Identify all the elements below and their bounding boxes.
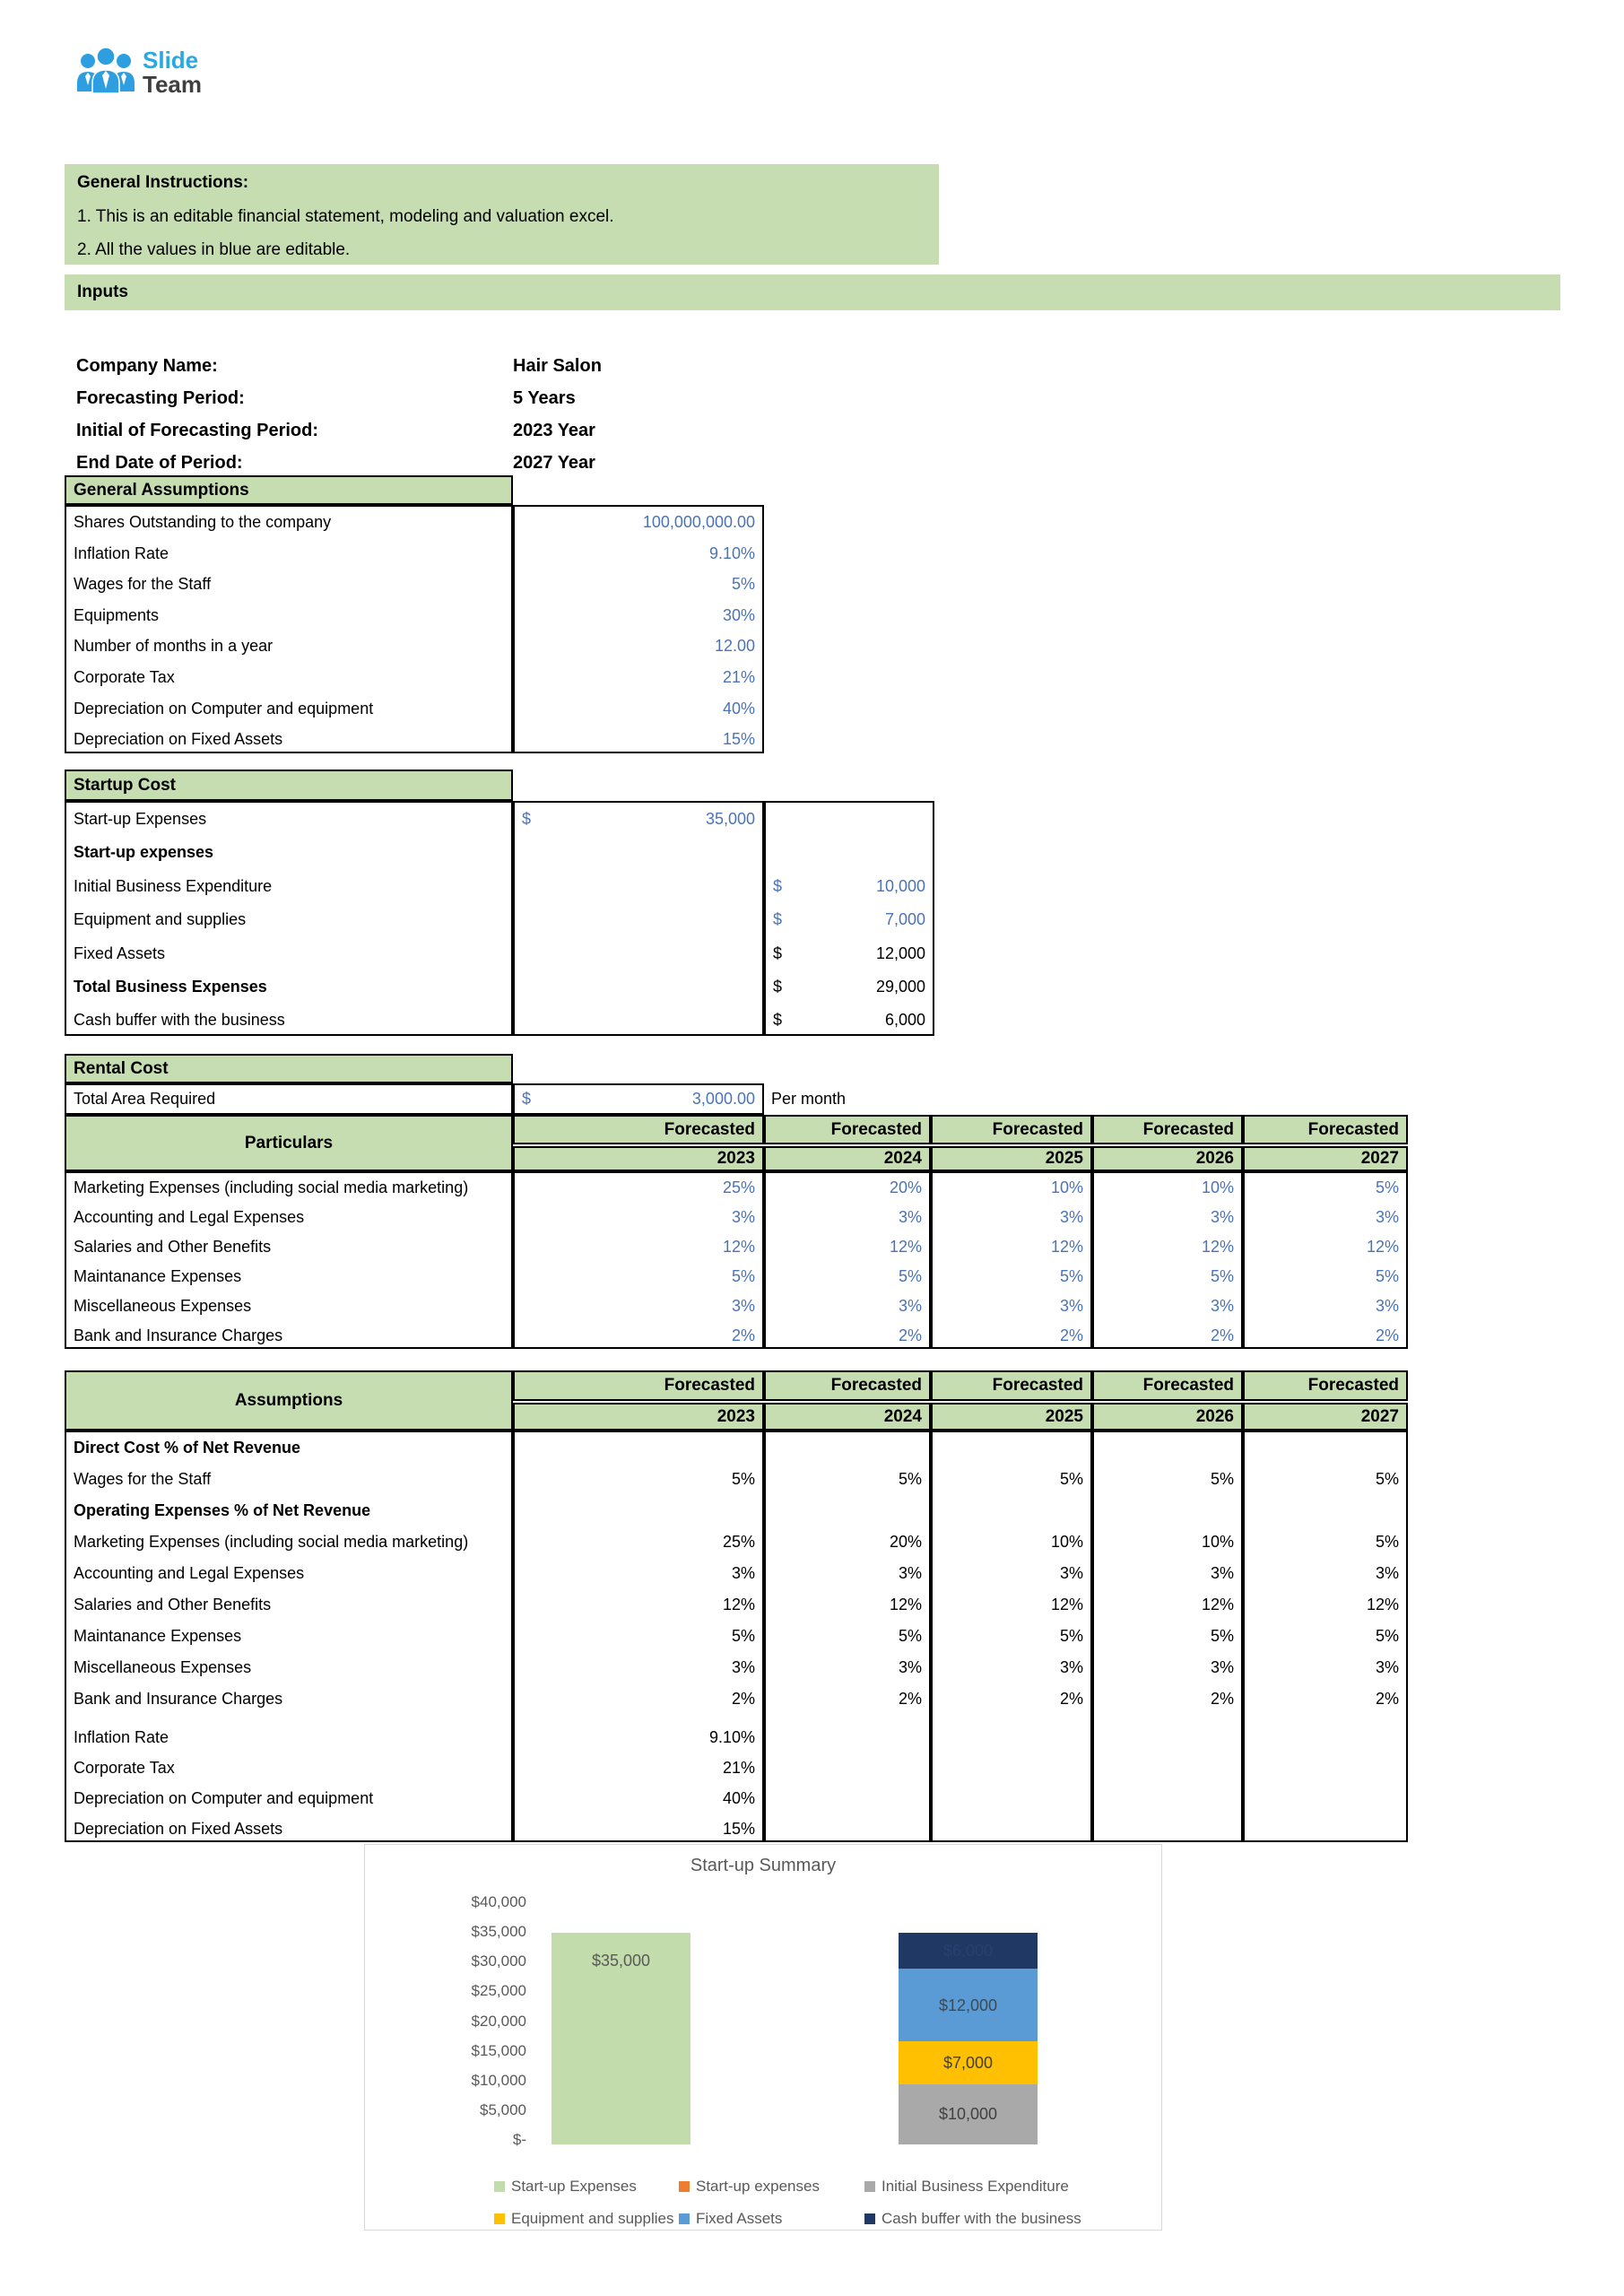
row-label: Depreciation on Computer and equipment (74, 1789, 374, 1807)
cell-value (766, 1432, 929, 1464)
cell-value: 20% (889, 1533, 922, 1551)
cell-value (1245, 1715, 1406, 1722)
opex-value-column (931, 1171, 1092, 1349)
cell-value: 3% (1059, 1658, 1083, 1676)
row-label: Bank and Insurance Charges (74, 1326, 283, 1344)
cell-value[interactable]: 5% (898, 1267, 922, 1285)
y-tick-label: $- (512, 2131, 526, 2148)
opex-table-corner: Particulars (65, 1115, 513, 1171)
cell-value[interactable] (766, 870, 933, 903)
row-label: Depreciation on Computer and equipment (74, 699, 374, 718)
rental-cost-unit-label: Per month (771, 1090, 847, 1108)
row-label: Miscellaneous Expenses (74, 1297, 252, 1315)
row-label: Fixed Assets (74, 944, 166, 962)
row-label: Marketing Expenses (including social media marketing) (74, 1533, 469, 1551)
assumptions-value-column (513, 1431, 764, 1842)
legend-swatch (494, 2181, 505, 2192)
instruction-line-1: 1. This is an editable financial statement, modeling and valuation excel. (77, 207, 614, 226)
year-header: 2025 (931, 1403, 1092, 1431)
cell-value: 3% (1375, 1658, 1399, 1676)
cell-value (933, 1813, 1090, 1844)
cell-value[interactable]: 2% (1059, 1326, 1083, 1344)
cell-value (1094, 1715, 1241, 1722)
legend-label: Initial Business Expenditure (881, 2178, 1069, 2195)
row-label: Number of months in a year (74, 637, 274, 656)
currency-symbol: $ (773, 977, 783, 996)
legend-label: Start-up expenses (696, 2178, 820, 2195)
y-tick-label: $20,000 (471, 2012, 526, 2030)
forecast-header: Forecasted (764, 1115, 931, 1144)
assumptions-value-column (1243, 1431, 1408, 1842)
cell-value (1094, 1783, 1241, 1813)
cell-value: 5% (1210, 1627, 1234, 1645)
cell-value: 12% (1201, 1596, 1234, 1613)
row-label: Miscellaneous Expenses (74, 1658, 252, 1676)
startup-cost-total-column (513, 801, 764, 1036)
row-label: Accounting and Legal Expenses (74, 1564, 305, 1582)
cell-value: 5% (731, 1470, 755, 1488)
cell-value[interactable]: 2% (731, 1326, 755, 1344)
cell-total (515, 836, 762, 869)
cell-value[interactable]: 9.10% (708, 544, 755, 562)
company-info (76, 350, 883, 479)
cell-total (515, 903, 762, 936)
cell-value: 3% (1059, 1564, 1083, 1582)
bar-data-label: $6,000 (942, 1942, 994, 1960)
cell-total (515, 970, 762, 1004)
cell-value: 12% (889, 1596, 922, 1613)
row-label: Wages for the Staff (74, 575, 212, 594)
cell-value (1245, 1783, 1406, 1813)
assumptions-value-column (931, 1431, 1092, 1842)
cell-value[interactable]: 100,000,000.00 (642, 513, 755, 531)
company-info-value[interactable]: 2027 Year (513, 452, 595, 473)
bar-data-label: $7,000 (942, 2053, 994, 2072)
logo-word-team: Team (143, 70, 202, 98)
cell-value (766, 1495, 929, 1526)
cell-value: 3% (731, 1658, 755, 1676)
cell-value: 5% (1375, 1533, 1399, 1551)
startup-cost-label-column (65, 801, 513, 1036)
company-info-value[interactable]: 2023 Year (513, 420, 595, 440)
cell-value[interactable]: 15% (722, 730, 755, 749)
row-label: Equipments (74, 605, 160, 624)
cell-value[interactable]: 12% (1366, 1238, 1399, 1256)
company-info-row (76, 447, 883, 479)
opex-value-column (1243, 1171, 1408, 1349)
cell-value: 5% (1059, 1627, 1083, 1645)
section-label: Direct Cost % of Net Revenue (74, 1439, 301, 1457)
cell-value-text: 6,000 (884, 1011, 925, 1030)
company-info-label: Forecasting Period: (76, 387, 245, 408)
cell-value: 21% (722, 1759, 755, 1777)
startup-cost-detail-column (764, 801, 934, 1036)
cell-value[interactable]: 20% (889, 1178, 922, 1196)
cell-total[interactable] (515, 803, 762, 836)
year-header: 2027 (1243, 1403, 1408, 1431)
cell-value[interactable]: 5% (1210, 1267, 1234, 1285)
cell-value[interactable]: 40% (722, 699, 755, 718)
y-tick-label: $35,000 (471, 1923, 526, 1941)
cell-value (933, 1722, 1090, 1752)
cell-value: 5% (1375, 1470, 1399, 1488)
company-info-row (76, 382, 883, 414)
cell-value: 3% (1210, 1658, 1234, 1676)
cell-total (515, 870, 762, 903)
row-label: Depreciation on Fixed Assets (74, 730, 283, 749)
row-label: Equipment and supplies (74, 910, 247, 929)
cell-value[interactable]: 2% (1210, 1326, 1234, 1344)
legend-item (864, 2210, 1081, 2228)
cell-value (766, 1715, 929, 1722)
cell-value: 2% (1210, 1690, 1234, 1708)
cell-value: 12% (1366, 1596, 1399, 1613)
cell-value[interactable]: 3% (1210, 1208, 1234, 1226)
cell-value (1094, 1813, 1241, 1844)
cell-value: 10% (1050, 1533, 1083, 1551)
cell-value (933, 1432, 1090, 1464)
cell-value: 2% (898, 1690, 922, 1708)
y-tick-label: $25,000 (471, 1982, 526, 2000)
currency-symbol: $ (773, 910, 783, 929)
cell-value (1094, 1432, 1241, 1464)
general-instructions-panel (65, 164, 939, 265)
currency-symbol: $ (773, 944, 783, 962)
forecast-header: Forecasted (513, 1115, 764, 1144)
instructions-title: General Instructions: (77, 173, 249, 192)
logo-wordmark (143, 48, 202, 97)
cell-value: 12% (722, 1596, 755, 1613)
legend-swatch (679, 2181, 690, 2192)
legend-label: Cash buffer with the business (881, 2210, 1081, 2227)
assumptions-value-column (764, 1431, 931, 1842)
cell-value[interactable]: 10% (1201, 1178, 1234, 1196)
currency-symbol: $ (522, 810, 532, 828)
row-label: Start-up expenses (74, 843, 214, 862)
cell-value: 2% (731, 1690, 755, 1708)
row-label: Inflation Rate (74, 544, 169, 562)
cell-value (1245, 1722, 1406, 1752)
year-header: 2023 (513, 1146, 764, 1171)
cell-value (766, 1783, 929, 1813)
cell-value: 3% (731, 1564, 755, 1582)
cell-value[interactable]: 2% (898, 1326, 922, 1344)
opex-label-column (65, 1171, 513, 1349)
row-label: Bank and Insurance Charges (74, 1690, 283, 1708)
cell-value: 3% (898, 1658, 922, 1676)
year-header: 2026 (1092, 1403, 1243, 1431)
cell-total (515, 1004, 762, 1037)
cell-value[interactable]: 5% (1375, 1267, 1399, 1285)
cell-value (1245, 1752, 1406, 1783)
cell-value-text[interactable]: 7,000 (884, 910, 925, 929)
rental-cost-value-cell[interactable] (513, 1083, 764, 1115)
company-info-label: Company Name: (76, 355, 218, 376)
cell-value[interactable]: 3% (1375, 1208, 1399, 1226)
cell-value[interactable]: 2% (1375, 1326, 1399, 1344)
y-tick-label: $10,000 (471, 2071, 526, 2089)
row-label: Inflation Rate (74, 1728, 169, 1746)
cell-value[interactable]: 12% (1201, 1238, 1234, 1256)
year-header: 2026 (1092, 1146, 1243, 1171)
forecast-header: Forecasted (513, 1370, 764, 1401)
row-label: Marketing Expenses (including social media marketing) (74, 1178, 469, 1196)
cell-value[interactable]: 3,000.00 (691, 1090, 755, 1108)
bar-data-label: $12,000 (938, 1996, 998, 2014)
y-tick-label: $40,000 (471, 1893, 526, 1910)
logo-word-slide: Slide (143, 46, 199, 74)
cell-value: 10% (1201, 1533, 1234, 1551)
cell-value (766, 1813, 929, 1844)
row-label: Accounting and Legal Expenses (74, 1208, 305, 1226)
year-header: 2023 (513, 1403, 764, 1431)
row-label: Corporate Tax (74, 1759, 175, 1777)
assumptions-value-column (1092, 1431, 1243, 1842)
legend-label: Start-up Expenses (511, 2178, 637, 2195)
opex-value-column (1092, 1171, 1243, 1349)
slideteam-people-icon (76, 45, 135, 100)
cell-value (766, 836, 933, 869)
row-label: Total Area Required (74, 1090, 216, 1108)
cell-value (933, 1495, 1090, 1526)
cell-value: 25% (722, 1533, 755, 1551)
cell-value: 5% (898, 1627, 922, 1645)
row-label: Wages for the Staff (74, 1470, 212, 1488)
cell-value[interactable]: 3% (731, 1297, 755, 1315)
cell-value: 15% (722, 1820, 755, 1838)
cell-value (766, 803, 933, 836)
cell-value (1094, 1722, 1241, 1752)
y-tick-label: $5,000 (480, 2100, 526, 2118)
row-label: Salaries and Other Benefits (74, 1238, 272, 1256)
legend-swatch (494, 2213, 505, 2224)
forecast-header: Forecasted (1092, 1370, 1243, 1401)
cell-value[interactable]: 12.00 (714, 637, 755, 656)
company-info-row (76, 414, 883, 447)
currency-symbol: $ (773, 876, 783, 895)
currency-symbol: $ (522, 1090, 532, 1108)
bar-data-label: $10,000 (938, 2105, 998, 2124)
cell-value (1094, 1752, 1241, 1783)
row-label: Start-up Expenses (74, 810, 207, 828)
opex-value-column (764, 1171, 931, 1349)
cell-value[interactable]: 3% (1059, 1208, 1083, 1226)
instruction-line-2: 2. All the values in blue are editable. (77, 240, 351, 259)
cell-value-text: 29,000 (875, 977, 925, 996)
cell-value (515, 1432, 762, 1464)
cell-value: 5% (731, 1627, 755, 1645)
row-label: Salaries and Other Benefits (74, 1596, 272, 1613)
chart-title: Start-up Summary (690, 1856, 837, 1875)
cell-value (1245, 1813, 1406, 1844)
forecast-header: Forecasted (1092, 1115, 1243, 1144)
cell-value (933, 1752, 1090, 1783)
company-info-label: Initial of Forecasting Period: (76, 420, 319, 440)
assumptions-label-column (65, 1431, 513, 1842)
cell-value (933, 1783, 1090, 1813)
cell-value: 5% (1375, 1627, 1399, 1645)
cell-value: 5% (898, 1470, 922, 1488)
row-label: Maintanance Expenses (74, 1627, 242, 1645)
general-assumptions-header: General Assumptions (65, 475, 513, 505)
year-header: 2025 (931, 1146, 1092, 1171)
bar-data-label: $35,000 (591, 1951, 651, 1970)
company-info-row (76, 350, 883, 382)
row-label: Maintanance Expenses (74, 1267, 242, 1285)
forecast-header: Forecasted (1243, 1370, 1408, 1401)
row-label (66, 1715, 511, 1722)
section-label: Operating Expenses % of Net Revenue (74, 1501, 371, 1519)
forecast-header: Forecasted (931, 1370, 1092, 1401)
row-label: Cash buffer with the business (74, 1011, 285, 1030)
legend-label: Equipment and supplies (511, 2210, 674, 2227)
cell-value[interactable]: 5% (1375, 1178, 1399, 1196)
cell-value[interactable]: 5% (731, 575, 755, 594)
cell-value (515, 1715, 762, 1722)
legend-swatch (864, 2213, 875, 2224)
cell-value: 3% (1375, 1564, 1399, 1582)
legend-swatch (864, 2181, 875, 2192)
cell-value: 2% (1375, 1690, 1399, 1708)
cell-value (515, 1495, 762, 1526)
cell-value[interactable]: 5% (1059, 1267, 1083, 1285)
cell-value[interactable]: 3% (898, 1297, 922, 1315)
cell-total (515, 937, 762, 970)
row-label: Total Business Expenses (74, 977, 267, 996)
cell-value[interactable]: 12% (1050, 1238, 1083, 1256)
rental-cost-header: Rental Cost (65, 1054, 513, 1083)
cell-value (1245, 1432, 1406, 1464)
legend-label: Fixed Assets (696, 2210, 783, 2227)
row-label: Initial Business Expenditure (74, 876, 273, 895)
cell-value (766, 1752, 929, 1783)
legend-item (494, 2178, 637, 2196)
cell-value: 3% (898, 1564, 922, 1582)
legend-item (679, 2178, 820, 2196)
cell-value (1094, 1495, 1241, 1526)
forecast-header: Forecasted (931, 1115, 1092, 1144)
general-assumptions-value-column (513, 505, 764, 753)
cell-value: 5% (1210, 1470, 1234, 1488)
row-label: Depreciation on Fixed Assets (74, 1820, 283, 1838)
year-header: 2024 (764, 1403, 931, 1431)
rental-cost-label-cell (65, 1083, 513, 1115)
legend-item (494, 2210, 673, 2228)
row-label: Shares Outstanding to the company (74, 513, 332, 531)
company-info-label: End Date of Period: (76, 452, 243, 473)
cell-value: 2% (1059, 1690, 1083, 1708)
cell-value[interactable]: 3% (1375, 1297, 1399, 1315)
cell-value[interactable]: 12% (889, 1238, 922, 1256)
cell-value (766, 970, 933, 1004)
y-tick-label: $15,000 (471, 2041, 526, 2059)
cell-value: 12% (1050, 1596, 1083, 1613)
currency-symbol: $ (773, 1011, 783, 1030)
cell-value-text[interactable]: 10,000 (875, 876, 925, 895)
legend-item (864, 2178, 1069, 2196)
cell-value[interactable]: 12% (722, 1238, 755, 1256)
cell-value (766, 937, 933, 970)
year-header: 2024 (764, 1146, 931, 1171)
company-info-value[interactable]: Hair Salon (513, 355, 602, 376)
cell-value: 40% (722, 1789, 755, 1807)
cell-value (933, 1715, 1090, 1722)
legend-swatch (679, 2213, 690, 2224)
cell-value[interactable]: 3% (898, 1208, 922, 1226)
cell-value-text[interactable]: 35,000 (705, 810, 755, 828)
cell-value: 3% (1210, 1564, 1234, 1582)
general-assumptions-label-column (65, 505, 513, 753)
cell-value: 5% (1059, 1470, 1083, 1488)
startup-summary-chart (364, 1844, 1162, 2231)
cell-value[interactable]: 10% (1050, 1178, 1083, 1196)
cell-value[interactable]: 5% (731, 1267, 755, 1285)
cell-value[interactable]: 25% (722, 1178, 755, 1196)
cell-value[interactable]: 3% (1210, 1297, 1234, 1315)
forecast-header: Forecasted (1243, 1115, 1408, 1144)
row-label: Corporate Tax (74, 667, 175, 686)
cell-value (1245, 1495, 1406, 1526)
slideteam-logo (76, 45, 202, 100)
cell-value[interactable] (766, 903, 933, 936)
company-info-value[interactable]: 5 Years (513, 387, 576, 408)
cell-value[interactable]: 30% (722, 605, 755, 624)
startup-cost-header: Startup Cost (65, 770, 513, 801)
cell-value[interactable]: 3% (1059, 1297, 1083, 1315)
legend-item (679, 2210, 782, 2228)
year-header: 2027 (1243, 1146, 1408, 1171)
inputs-section-header: Inputs (65, 274, 1560, 310)
assumptions-table-corner: Assumptions (65, 1370, 513, 1431)
cell-value-text: 12,000 (875, 944, 925, 962)
cell-value (766, 1722, 929, 1752)
cell-value[interactable]: 21% (722, 667, 755, 686)
forecast-header: Forecasted (764, 1370, 931, 1401)
y-tick-label: $30,000 (471, 1952, 526, 1970)
cell-value (766, 1004, 933, 1037)
cell-value[interactable]: 3% (731, 1208, 755, 1226)
opex-value-column (513, 1171, 764, 1349)
cell-value: 9.10% (708, 1728, 755, 1746)
